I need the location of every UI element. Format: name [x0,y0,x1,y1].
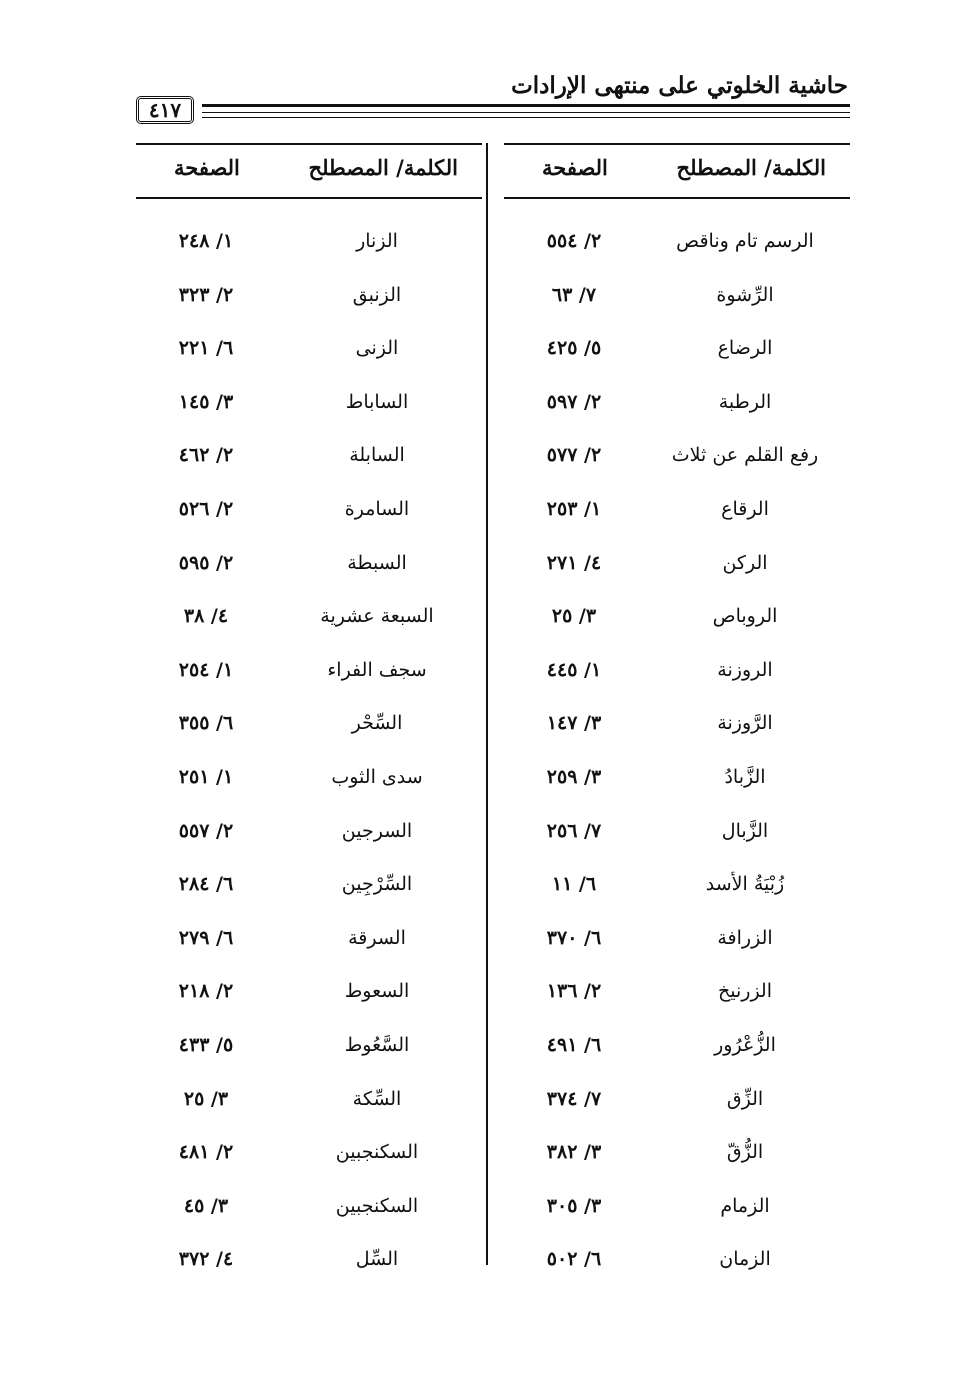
index-page-ref: ٢/ ٥٩٥ [178,551,234,574]
index-term: الزنى [355,337,399,360]
index-page-ref: ١/ ٢٤٨ [178,230,234,252]
index-row [504,708,850,762]
index-page-ref: ٦/ ٢٧٩ [178,926,234,949]
index-term: السرقة [348,926,406,949]
index-term: الزِّق [726,1087,764,1110]
index-row [136,440,482,494]
index-row [504,655,850,709]
index-column-right [504,143,850,1298]
index-term: السامرة [344,497,410,520]
index-row [136,387,482,441]
index-term: السبطة [347,551,407,574]
header-page: الصفحة [542,155,608,180]
page-number: ٤١٧ [136,96,194,124]
index-rows [136,226,482,1298]
index-rows [504,226,850,1298]
index-row [136,1084,482,1138]
index-row [136,1137,482,1191]
header-page: الصفحة [174,155,240,180]
index-row [504,923,850,977]
index-term: سجف الفراء [327,658,427,681]
index-row [504,548,850,602]
header-rule [202,117,850,118]
column-divider [486,143,488,1265]
index-term: الروزنة [717,658,773,681]
index-row [504,333,850,387]
index-page-ref: ٦/ ٢٨٤ [178,873,234,896]
index-page-ref: ٦/ ٤٩١ [546,1033,602,1056]
index-term: الركن [722,551,768,574]
index-row [136,869,482,923]
index-term: الزُّعْرُور [714,1033,776,1056]
index-row [136,280,482,334]
index-page-ref: ٧/ ٣٧٤ [546,1087,602,1110]
index-term: السكنجبين [335,1141,419,1164]
index-page-ref: ١/ ٢٥٤ [178,658,234,681]
index-row [504,1244,850,1298]
header-rule [202,104,850,107]
index-row [504,1084,850,1138]
index-row [504,440,850,494]
index-row [504,280,850,334]
index-term: الزرافة [717,926,773,949]
index-page-ref: ٣/ ١٤٥ [178,390,234,413]
header-term: الكلمة/ المصطلح [308,155,458,180]
index-term: السبعة عشرية [320,605,434,628]
index-term: الزَّبادُ [724,765,766,788]
header-term: الكلمة/ المصطلح [676,155,826,180]
index-row [136,601,482,655]
index-term: السِّكة [352,1087,402,1110]
index-page-ref: ٢/ ٢١٨ [178,980,234,1003]
index-term: الزنار [356,230,398,252]
index-page-ref: ٥/ ٤٢٥ [546,337,602,360]
index-row [136,548,482,602]
index-page-ref: ٢/ ٤٦٢ [178,444,234,467]
index-row [504,976,850,1030]
index-page-ref: ١/ ٤٤٥ [546,658,602,681]
index-page-ref: ٣/ ٣٨٢ [546,1141,602,1164]
index-term: السابلة [349,444,405,467]
index-row [136,494,482,548]
index-row [136,333,482,387]
index-term: السِّل [355,1248,399,1271]
index-term: الرسم تام وناقص [676,230,814,252]
index-term: الرضاع [717,337,773,360]
header-rule [202,112,850,113]
index-row [504,387,850,441]
index-term: السِّحْر [351,712,403,735]
index-term: الزنبق [352,283,402,306]
index-page-ref: ٥/ ٤٣٣ [178,1033,234,1056]
index-page-ref: ٢/ ٥٩٧ [546,390,602,413]
index-page-ref: ٢/ ٥٥٧ [178,819,234,842]
index-page-ref: ٢/ ٥٧٧ [546,444,602,467]
index-page-ref: ٧/ ٦٣ [551,283,597,306]
index-row [504,1030,850,1084]
column-header [504,143,850,199]
index-page-ref: ٣/ ١٤٧ [546,712,602,735]
index-row [136,762,482,816]
index-page-ref: ٦/ ٥٠٢ [546,1248,602,1271]
index-term: رفع القلم عن ثلاث [671,444,819,467]
index-page-ref: ٦/ ٣٧٠ [546,926,602,949]
index-page-ref: ٣/ ٢٥ [551,605,597,628]
index-page-ref: ٣/ ٢٥ [183,1087,229,1110]
index-row [504,869,850,923]
index-term: السِّرْجِين [341,873,413,896]
index-term: الرِّشوة [716,283,774,306]
index-term: سدى الثوب [331,765,423,788]
index-row [136,655,482,709]
index-page-ref: ١/ ٢٥١ [178,765,234,788]
index-term: السرجين [341,819,413,842]
index-term: السكنجبين [335,1194,419,1217]
index-page-ref: ٤/ ٣٨ [183,605,229,628]
index-row [136,976,482,1030]
index-page-ref: ٦/ ٣٥٥ [178,712,234,735]
index-row [504,1191,850,1245]
index-term: الرطبة [718,390,772,413]
index-row [136,923,482,977]
index-page-ref: ٣/ ٢٥٩ [546,765,602,788]
index-page-ref: ٢/ ٥٥٤ [546,230,602,252]
index-row [504,226,850,280]
index-row [504,601,850,655]
running-header-title: حاشية الخلوتي على منتهى الإرادات [511,72,848,99]
index-row [136,1030,482,1084]
index-row [504,1137,850,1191]
index-page-ref: ٦/ ١١ [551,873,597,896]
index-page-ref: ٤/ ٢٧١ [546,551,602,574]
index-term: الرَّوزنة [717,712,773,735]
index-term: السعوط [344,980,410,1003]
index-term: زُبْيَةُ الأسد [705,873,785,896]
index-page-ref: ٢/ ٥٢٦ [178,497,234,520]
index-term: الزُّقّ [726,1141,764,1164]
index-row [504,494,850,548]
index-page-ref: ٣/ ٣٠٥ [546,1194,602,1217]
index-page-ref: ١/ ٢٥٣ [546,497,602,520]
index-row [136,226,482,280]
index-term: الروباص [712,605,778,628]
index-row [136,708,482,762]
index-page-ref: ٤/ ٣٧٢ [178,1248,234,1271]
column-header [136,143,482,199]
index-page-ref: ٢/ ٣٢٣ [178,283,234,306]
index-page-ref: ٢/ ٤٨١ [178,1141,234,1164]
index-page-ref: ٦/ ٢٢١ [178,337,234,360]
index-row [136,1191,482,1245]
index-row [136,1244,482,1298]
index-term: الزرنيخ [717,980,772,1003]
index-column-left [136,143,482,1298]
index-page-ref: ٣/ ٤٥ [183,1194,229,1217]
index-page-ref: ٢/ ١٣٦ [546,980,602,1003]
index-term: الزَّبال [721,819,769,842]
index-term: السَّعُوط [344,1033,410,1056]
index-row [504,816,850,870]
index-term: الزمان [719,1248,771,1271]
index-term: الزمام [720,1194,770,1217]
index-term: الرقاع [721,497,769,520]
index-term: الساباط [345,390,409,413]
index-page-ref: ٧/ ٢٥٦ [546,819,602,842]
index-row [136,816,482,870]
index-row [504,762,850,816]
